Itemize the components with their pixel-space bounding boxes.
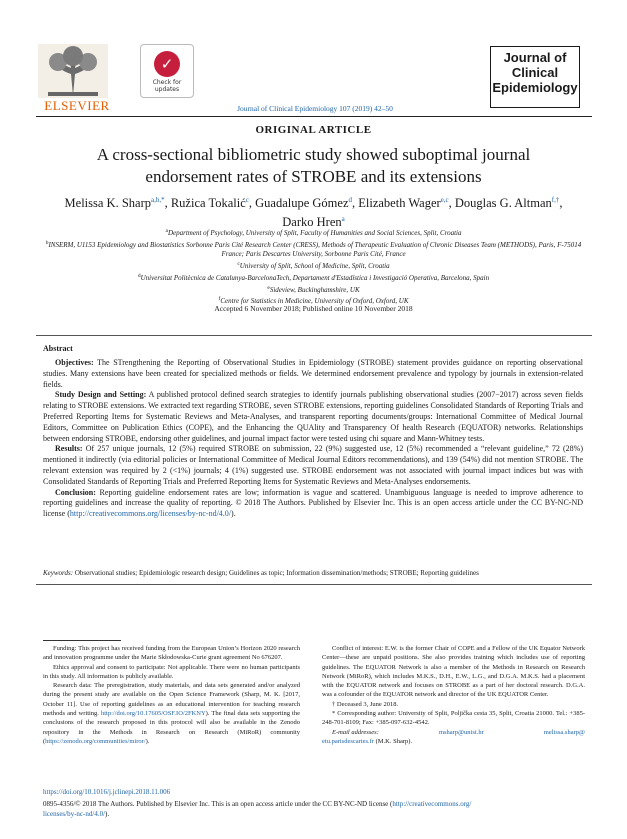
osf-link[interactable]: http://doi.org/10.17605/OSF.IO/2FKNY	[101, 710, 206, 718]
design-text: A published protocol defined search strategies to identify journals publishing observational studies (2007−2017) across seven fields relating to STROBE extensions. We extracted text regarding STROBE, seven STROBE extensions, reporting guidelines Consolidated Standards of Reporting Trials and Preferred Reporting Items for Systematic Reviews and Meta-Analyses, and transparent reporting documents/groups: International Committee of Medical Journal Editors, Committee on Publication Ethics (COPE), and the Enhancing the QUAlity and Transparency Of health Research (EQUATOR) networks. Relationships between endorsing STROBE, endorsing other guidelines, and journal impact factor were tested using chi square and Mann-Whitney tests.	[43, 390, 583, 443]
crossmark-icon: ✓	[154, 51, 180, 77]
license-text: 0895-4356/© 2018 The Authors. Published by Elsevier Inc. This is an open access article under the CC BY-NC-ND license (	[43, 800, 393, 808]
affiliation-text: Department of Psychology, University of Split, Faculty of Humanities and Social Sciences, Split, Croatia	[167, 229, 462, 237]
author-marks[interactable]: a,b,*	[150, 196, 165, 204]
publisher-logo-text: ELSEVIER	[44, 98, 110, 113]
check-for-updates-badge[interactable]	[140, 44, 194, 98]
research-data-text: ).	[145, 737, 150, 745]
corresponding-note: * Corresponding author: University of Split, Poljička cesta 35, Split, Croatia 21000. Tel.: +385-248-701-8109; Fax: +385-097-632-4542.	[322, 710, 585, 727]
abstract-results	[43, 444, 583, 487]
abstract-body	[43, 358, 583, 520]
header-divider	[36, 116, 592, 117]
journal-title-box	[490, 46, 580, 108]
journal-name-line: Clinical	[511, 65, 559, 80]
crossmark-label: Check for updates	[152, 79, 182, 93]
section-label: ORIGINAL ARTICLE	[255, 124, 372, 136]
affiliation-mark: f	[218, 296, 221, 303]
author-marks[interactable]: d	[348, 196, 352, 204]
results-label: Results:	[55, 444, 83, 454]
author-list: Melissa K. Sharp$^{a,b,*}$, Ružica Tokalić$^c$, Guadalupe Gómez$^d$, Elizabeth Wager$^{e,c}$, Douglas G. Altman$^{f,\dagger}$, Darko Hren$^a$	[64, 196, 563, 229]
author-name[interactable]: Darko Hren	[282, 215, 342, 229]
keywords-text: Observational studies; Epidemiologic research design; Guidelines as topic; Information dissemination/methods; STROBE; Reporting guidelines	[74, 569, 479, 577]
ethics-note: Ethics approval and consent to participate: Not applicable. There were no human participants in this study. All information is publicly available.	[43, 663, 300, 680]
affiliation-item	[40, 284, 587, 296]
footnotes-left-column	[43, 644, 300, 746]
email-link-2[interactable]: melissa.sharp@	[543, 728, 585, 736]
journal-citation[interactable]: Journal of Clinical Epidemiology 107 (2019) 42–50	[237, 104, 393, 113]
footer-license-link-cont[interactable]: licenses/by-nc-nd/4.0/	[43, 810, 106, 818]
author-marks[interactable]: c	[245, 196, 249, 204]
objectives-text: The STrengthening the Reporting of Observational Studies in Epidemiology (STROBE) statement provides guidance on reporting observational studies. Many extensions have been created for specialized methods or fields. We determined endorsement prevalence and typology by journals in extension-related fields.	[43, 358, 584, 389]
footnote-rule	[43, 640, 121, 641]
affiliation-mark: e	[267, 284, 270, 291]
author-name[interactable]: Guadalupe Gómez	[255, 196, 349, 210]
author-marks[interactable]: e,c	[440, 196, 449, 204]
keywords-label: Keywords:	[43, 569, 74, 577]
affiliation-text: Sideview, Buckinghamshire, UK	[269, 285, 360, 294]
affiliation-text: Universitat Politècnica de Catalunya-BarcelonaTech, Departament d'Estadística i Investigació Operativa, Barcelona, Spain	[140, 273, 490, 282]
abstract-divider-bottom	[36, 584, 592, 585]
affiliation-mark: d	[137, 272, 141, 279]
author-name[interactable]: Douglas G. Altman	[454, 196, 552, 210]
article-title: A cross-sectional bibliometric study showed suboptimal journal endorsement rates of STROBE and its extensions	[96, 145, 531, 186]
objectives-label: Objectives:	[55, 358, 94, 367]
email-label: E-mail addresses:	[332, 728, 379, 736]
research-data-text: Research data: The preregistration, study materials, and data sets generated and/or analyzed during the present study are available on the Open Science Framework (Sharp, M. K. [2017, October 11]. Use of reporting guidelines as an educational intervention for teaching research methods and writing.	[43, 682, 300, 718]
license-statement	[43, 799, 588, 819]
conclusion-text: Reporting guideline endorsement rates are low; information is vague and scattered. Unambiguous language is needed to improve adherence to reporting guidelines and increase the quality of reporting. © 2018 The Authors. Published by Elsevier Inc. This is an open access article under the CC BY-NC-ND license (	[43, 487, 584, 519]
affiliation-item	[40, 227, 587, 239]
license-end: ).	[105, 810, 110, 818]
email-row	[322, 728, 585, 737]
research-data-text: ). The final data sets supporting the conclusions of the research proposed in this protocol will also be available in the Zenodo repository in the Methods in Research on Research (MiRoR) community (	[43, 710, 300, 745]
author-name[interactable]: Elizabeth Wager	[358, 196, 441, 210]
affiliation-text: University of Split, School of Medicine, Split, Croatia	[239, 262, 390, 271]
abstract-divider-top	[36, 335, 592, 336]
results-text: Of 257 unique journals, 12 (5%) required STROBE on submission, 22 (9%) suggested use, 12 (5%) recommended a “relevant guideline,” 72 (28%) mentioned it indirectly (via editorial policies or International Committee of Medical Journal Editors recommendations), and 139 (54%) did not mention STROBE. The relevant extension was required by 2 (<1%) journals; 4 (1%) suggested use. STROBE endorsement was not associated with journal impact indices but was with Consolidated Standards of Reporting Trials and Preferred Reporting Items for Systematic Reviews and Meta-Analyses endorsements.	[43, 444, 583, 486]
affiliation-mark: c	[237, 261, 240, 268]
journal-name-line: Epidemiology	[492, 80, 578, 95]
author-name[interactable]: Ružica Tokalić	[170, 196, 246, 210]
design-label: Study Design and Setting:	[55, 390, 147, 400]
license-link[interactable]: http://creativecommons.org/licenses/by-nc-nd/4.0/	[69, 509, 232, 519]
email-row-2	[322, 737, 585, 746]
conflict-note: Conflict of interest: E.W. is the former Chair of COPE and a Fellow of the UK Equator Network Center—these are unpaid positions. She also provides training which includes use of reporting guidelines. The EQUATOR Network is also a member of the Methods in Research on Research Network (MiRoR), which includes M.K.S., D.H., E.W., L.G., and D.G.A. M.K.S. had a placement with the EQUATOR network and focuses on STROBE as a part of her doctoral research. D.G.A. was a cofounder of the EQUATOR network and director of the UK EQUATOR Center.	[322, 645, 585, 699]
keywords	[43, 569, 583, 577]
affiliation-item	[40, 239, 587, 260]
affiliation-text: INSERM, U1153 Epidemiology and Biostatistics Sorbonne Paris Cité Research Center (CRESS), Methods of Therapeutic Evaluation of Chronic Diseases Team (METHODS), Paris, F-75014 France; Paris Descartes University, Sorbonne Paris Cité, France	[48, 240, 582, 259]
affiliation-mark: b	[45, 239, 49, 246]
author-name[interactable]: Melissa K. Sharp	[64, 196, 151, 210]
funding-note: Funding: This project has received funding from the European Union’s Horizon 2020 research and innovation programme under the Marie Skłodowska-Curie grant agreement No 676207.	[43, 645, 300, 662]
footer-license-link[interactable]: http://creativecommons.org/	[392, 800, 472, 808]
zenodo-link[interactable]: https://zenodo.org/communities/miror/	[45, 737, 146, 745]
email-owner: (M.K. Sharp).	[373, 737, 413, 745]
abstract-heading: Abstract	[43, 344, 73, 353]
footnotes-right-column	[322, 644, 585, 746]
journal-name-line: Journal of	[503, 50, 567, 65]
affiliation-item	[40, 272, 587, 284]
abstract-design	[43, 390, 583, 444]
abstract-conclusion	[43, 488, 583, 520]
deceased-note: † Deceased 3, June 2018.	[332, 700, 399, 708]
conclusion-end: ).	[231, 509, 236, 519]
affiliation-list	[40, 227, 587, 307]
affiliation-item	[40, 260, 587, 272]
research-data-note	[43, 681, 300, 746]
affiliation-mark: a	[165, 228, 168, 234]
email-link-2-cont[interactable]: etu.parisdescartes.fr	[322, 737, 374, 745]
publication-dates: Accepted 6 November 2018; Published online 10 November 2018	[214, 304, 413, 313]
author-marks[interactable]: f,†	[551, 196, 560, 204]
affiliation-text: Centre for Statistics in Medicine, University of Oxford, Oxford, UK	[220, 297, 409, 306]
author-marks[interactable]: a	[341, 215, 345, 223]
conclusion-label: Conclusion:	[55, 487, 96, 497]
abstract-objectives	[43, 358, 583, 390]
email-link-1[interactable]: msharp@unist.hr	[438, 728, 484, 736]
doi-link[interactable]: https://doi.org/10.1016/j.jclinepi.2018.11.006	[43, 788, 171, 796]
